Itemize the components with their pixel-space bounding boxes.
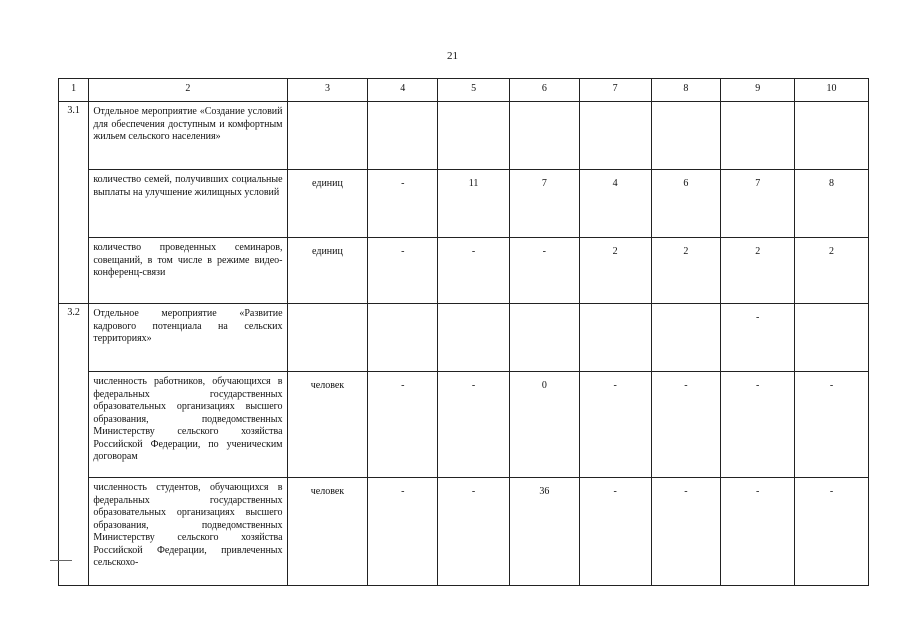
value-cell: - — [509, 238, 579, 304]
value-cell — [795, 102, 869, 170]
table-row — [59, 304, 869, 372]
value-cell — [509, 102, 579, 170]
header-cell: 2 — [89, 79, 287, 102]
value-cell — [368, 102, 438, 170]
value-cell: 36 — [509, 478, 579, 586]
value-cell: - — [579, 478, 651, 586]
value-cell: - — [721, 372, 795, 478]
value-cell: 2 — [721, 238, 795, 304]
value-cell — [579, 304, 651, 372]
row-description: количество семей, получивших социальные выплаты на улучшение жилищных условий — [89, 170, 287, 238]
value-cell: 2 — [579, 238, 651, 304]
value-cell: - — [651, 372, 721, 478]
row-index: 3.2 — [59, 304, 89, 586]
header-cell: 4 — [368, 79, 438, 102]
row-unit: человек — [287, 372, 368, 478]
value-cell: 6 — [651, 170, 721, 238]
value-cell: 11 — [438, 170, 510, 238]
row-description: Отдельное мероприятие «Создание условий для обеспечения доступным и комфортным жильем сельского населения» — [89, 102, 287, 170]
value-cell: - — [721, 478, 795, 586]
table-row — [59, 478, 869, 586]
value-cell — [438, 102, 510, 170]
value-cell: - — [368, 238, 438, 304]
value-cell — [651, 102, 721, 170]
row-unit — [287, 102, 368, 170]
header-row — [59, 79, 869, 102]
value-cell — [579, 102, 651, 170]
value-cell — [509, 304, 579, 372]
value-cell: 0 — [509, 372, 579, 478]
value-cell — [368, 304, 438, 372]
table-row — [59, 170, 869, 238]
value-cell — [438, 304, 510, 372]
value-cell: - — [721, 304, 795, 372]
value-cell: - — [438, 372, 510, 478]
value-cell: - — [579, 372, 651, 478]
table-row — [59, 372, 869, 478]
value-cell: - — [438, 238, 510, 304]
value-cell: 2 — [795, 238, 869, 304]
header-cell: 7 — [579, 79, 651, 102]
value-cell: 2 — [651, 238, 721, 304]
header-cell: 5 — [438, 79, 510, 102]
value-cell: 7 — [721, 170, 795, 238]
header-cell: 3 — [287, 79, 368, 102]
value-cell: 8 — [795, 170, 869, 238]
table-row — [59, 238, 869, 304]
value-cell: - — [368, 372, 438, 478]
value-cell — [795, 304, 869, 372]
value-cell: - — [438, 478, 510, 586]
value-cell: - — [368, 170, 438, 238]
value-cell: 7 — [509, 170, 579, 238]
header-cell: 10 — [795, 79, 869, 102]
header-cell: 8 — [651, 79, 721, 102]
value-cell: - — [795, 372, 869, 478]
header-cell: 9 — [721, 79, 795, 102]
row-unit: единиц — [287, 170, 368, 238]
row-unit: человек — [287, 478, 368, 586]
scan-edge-mark — [50, 560, 72, 561]
page-number: 21 — [447, 50, 458, 62]
row-index: 3.1 — [59, 102, 89, 304]
value-cell — [651, 304, 721, 372]
header-cell: 1 — [59, 79, 89, 102]
row-description: количество проведенных семинаров, совещаний, в том числе в режиме видео-конференц-связи — [89, 238, 287, 304]
row-description: численность работников, обучающихся в федеральных государственных образовательных организациях высшего образования, подведомственных Министерству сельского хозяйства Российской Федерации, по ученическим договорам — [89, 372, 287, 478]
value-cell: - — [368, 478, 438, 586]
header-cell: 6 — [509, 79, 579, 102]
indicators-table — [58, 78, 869, 586]
value-cell: - — [651, 478, 721, 586]
row-unit: единиц — [287, 238, 368, 304]
table-row — [59, 102, 869, 170]
value-cell — [721, 102, 795, 170]
row-description: Отдельное мероприятие «Развитие кадрового потенциала на сельских территориях» — [89, 304, 287, 372]
value-cell: 4 — [579, 170, 651, 238]
row-description: численность студентов, обучающихся в федеральных государственных образовательных организациях высшего образования, подведомственных Министерству сельского хозяйства Российской Федерации, привлеченных сельскохо- — [89, 478, 287, 586]
value-cell: - — [795, 478, 869, 586]
row-unit — [287, 304, 368, 372]
